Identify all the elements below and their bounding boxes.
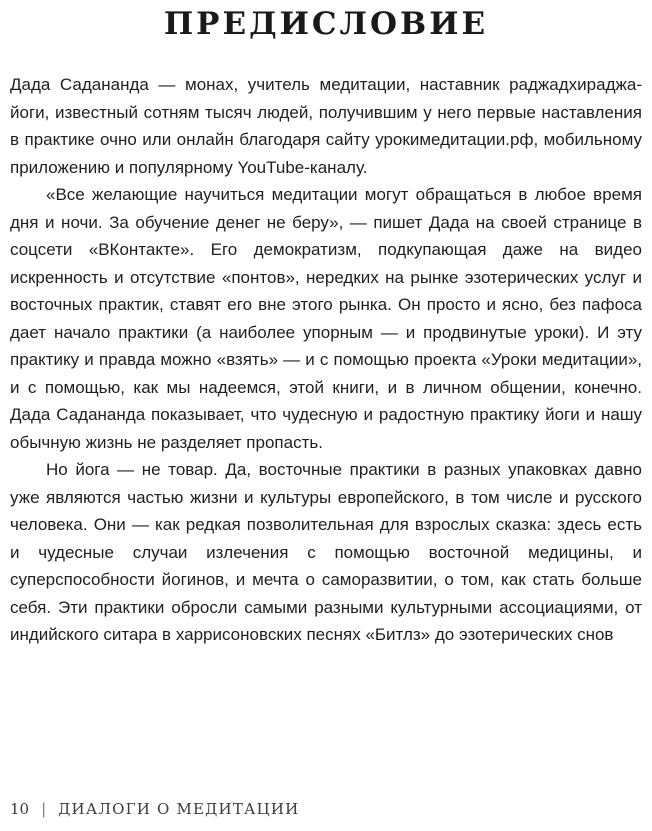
page-title: ПРЕДИСЛОВИЕ: [163, 6, 489, 42]
paragraph-quote: «Все желающие научиться медитации могут обращаться в любое время дня и ночи. За обучение денег не беру», — пишет Дада на своей странице в соцсети «ВКонтакте». Его демократизм, подкупающая даже на видео искренность и отсутствие «понтов», нередких на рынке эзотерических услуг и восточных практик, ставят его вне этого рынка. Он просто и ясно, без пафоса дает начало практики (а наиболее упорным — и продвинутые уроки). И эту практику и правда можно «взять» — и с помощью проекта «Уроки медитации», и с помощью, как мы надеемся, этой книги, и в личном общении, конечно. Дада Садананда показывает, что чудесную и радостную практику йоги и нашу обычную жизнь не разделяет пропасть.: [10, 185, 642, 452]
paragraph-intro: Дада Садананда — монах, учитель медитации, наставник раджадхираджа-йоги, известный сотням тысяч людей, получившим у него первые наставления в практике очно или онлайн благодаря сайту урокимедитации.рф, мобильному приложению и популярному YouTube-каналу.: [10, 75, 642, 177]
body-text: [10, 71, 642, 649]
page-number: 10: [10, 800, 30, 818]
running-title: ДИАЛОГИ О МЕДИТАЦИИ: [58, 800, 300, 818]
page-footer: [10, 798, 299, 820]
paragraph-yoga: Но йога — не товар. Да, восточные практики в разных упаковках давно уже являются частью жизни и культуры европейского, в том числе и русского человека. Они — как редкая позволительная для взрослых сказка: здесь есть и чудесные случаи излечения с помощью восточной медицины, и суперспособности йогинов, и мечта о саморазвитии, о том, как стать больше себя. Эти практики обросли самыми разными культурными ассоциациями, от индийского ситара в харрисоновских песнях «Битлз» до эзотерических снов: [10, 460, 642, 644]
footer-separator: |: [41, 800, 47, 818]
